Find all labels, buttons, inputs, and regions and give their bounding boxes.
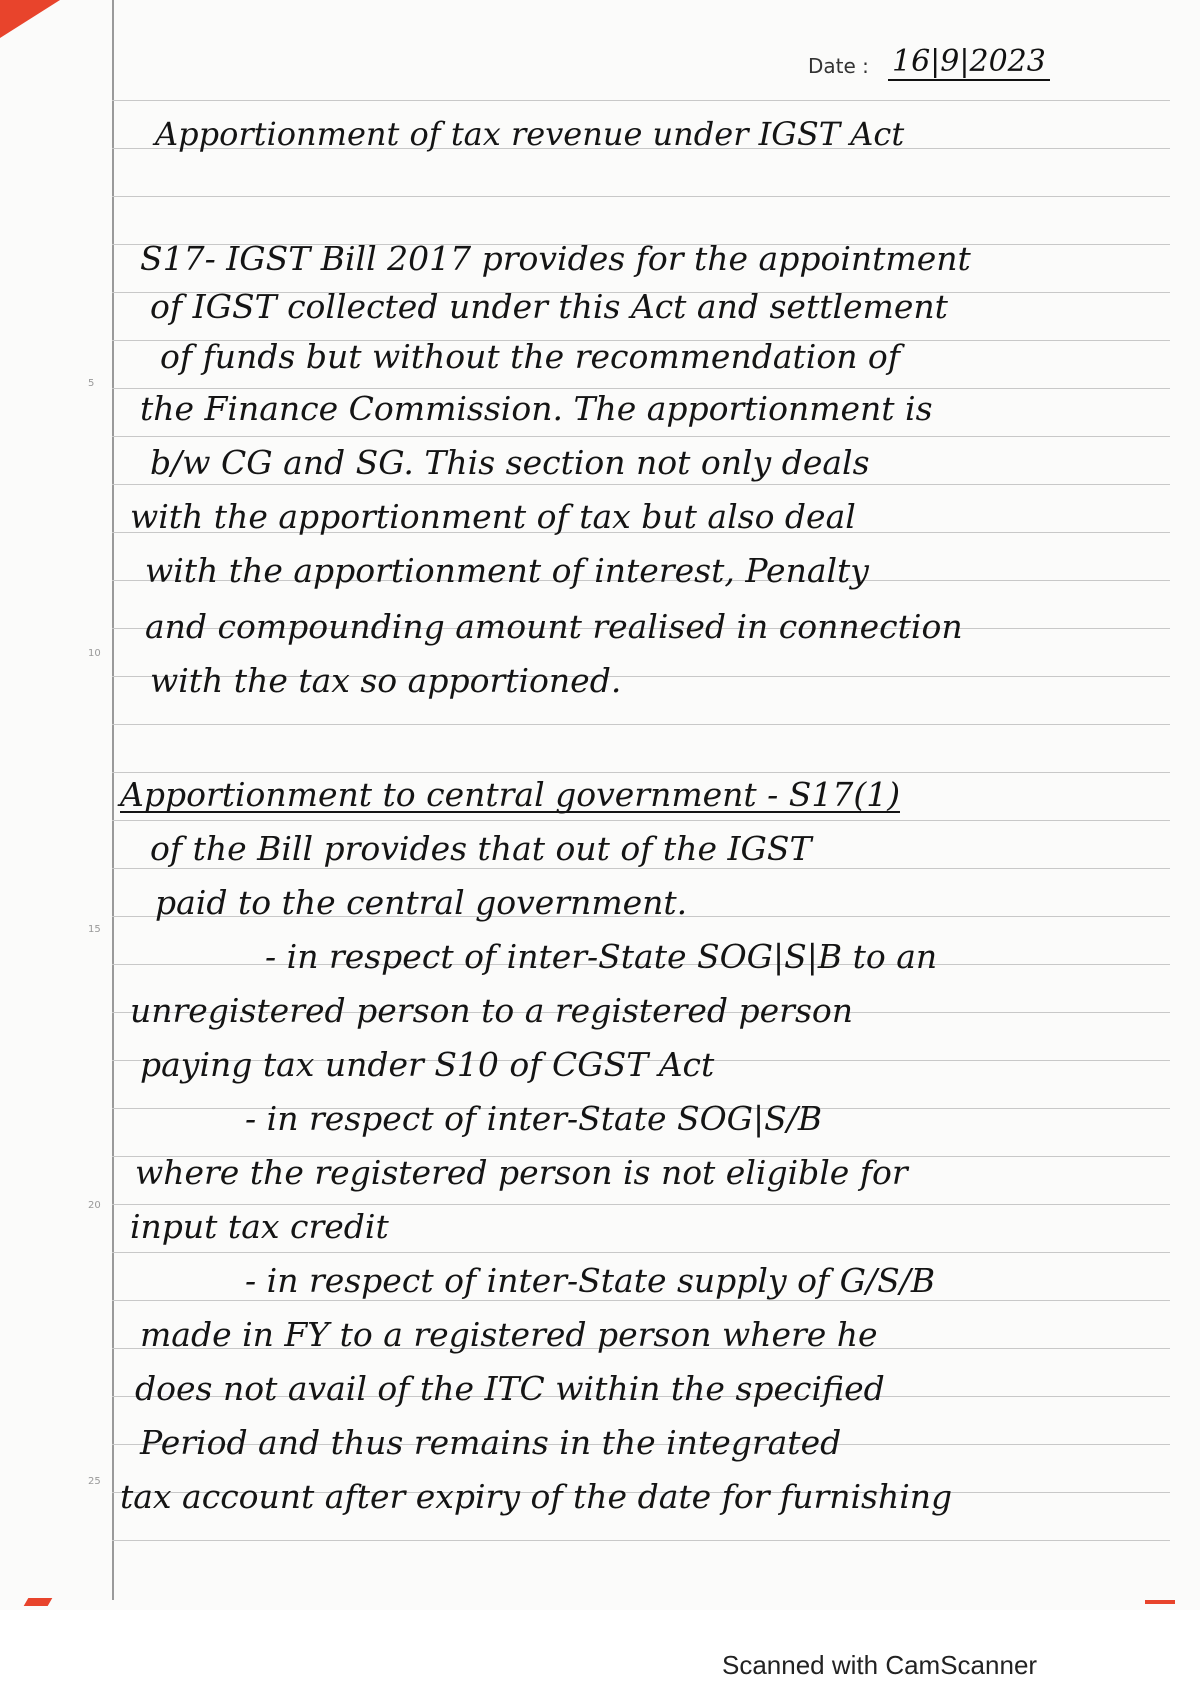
paragraph2-line: where the registered person is not eligible for	[135, 1153, 908, 1192]
ruled-line	[112, 1204, 1170, 1205]
corner-mark-bottom-right	[1145, 1600, 1175, 1604]
ruled-line	[112, 196, 1170, 197]
paragraph1-line: S17- IGST Bill 2017 provides for the appointment	[140, 239, 971, 278]
ruled-line	[112, 100, 1170, 101]
paragraph2-line: Period and thus remains in the integrated	[140, 1423, 842, 1462]
paragraph1-line: the Finance Commission. The apportionment is	[140, 389, 933, 428]
paragraph2-line: made in FY to a registered person where he	[140, 1315, 878, 1354]
paragraph2-line: - in respect of inter-State SOG|S/B	[245, 1099, 823, 1138]
ruled-line	[112, 1540, 1170, 1541]
ruled-line	[112, 1252, 1170, 1253]
margin-line	[112, 0, 114, 1600]
paragraph1-line: with the apportionment of tax but also deal	[130, 497, 856, 536]
line-number: 20	[88, 1200, 101, 1211]
line-number: 5	[88, 378, 95, 389]
scanner-watermark: Scanned with CamScanner	[722, 1650, 1038, 1680]
paragraph2-line: tax account after expiry of the date for furnishing	[120, 1477, 953, 1516]
ruled-line	[112, 724, 1170, 725]
paragraph2-line: paid to the central government.	[155, 883, 688, 922]
paragraph1-line: with the tax so apportioned.	[150, 661, 622, 700]
ruled-line	[112, 1300, 1170, 1301]
section-heading: Apportionment to central government - S17(1)	[120, 775, 901, 814]
paragraph1-line: b/w CG and SG. This section not only deals	[150, 443, 870, 482]
paragraph1-line: of funds but without the recommendation of	[160, 337, 901, 376]
paragraph1-line: and compounding amount realised in connection	[145, 607, 963, 646]
ruled-line	[112, 868, 1170, 869]
paragraph2-line: paying tax under S10 of CGST Act	[140, 1045, 715, 1084]
ruled-line	[112, 436, 1170, 437]
page-title: Apportionment of tax revenue under IGST Act	[155, 115, 905, 153]
date-value: 16|9|2023	[888, 44, 1050, 81]
paragraph1-line: with the apportionment of interest, Penalty	[145, 551, 869, 590]
paragraph2-line: - in respect of inter-State supply of G/S/B	[245, 1261, 936, 1300]
line-number: 25	[88, 1476, 101, 1487]
paragraph2-line: does not avail of the ITC within the specified	[135, 1369, 885, 1408]
paragraph1-line: of IGST collected under this Act and settlement	[150, 287, 948, 326]
paragraph2-line: - in respect of inter-State SOG|S|B to an	[265, 937, 938, 976]
paragraph2-line: input tax credit	[130, 1207, 389, 1246]
ruled-line	[112, 820, 1170, 821]
corner-mark	[0, 0, 60, 38]
line-number: 15	[88, 924, 101, 935]
line-number: 10	[88, 648, 101, 659]
paragraph2-line: of the Bill provides that out of the IGST	[150, 829, 812, 868]
paragraph2-line: unregistered person to a registered person	[130, 991, 854, 1030]
date-label: Date :	[808, 54, 869, 78]
ruled-line	[112, 484, 1170, 485]
corner-mark-bottom	[24, 1598, 53, 1606]
ruled-line	[112, 772, 1170, 773]
